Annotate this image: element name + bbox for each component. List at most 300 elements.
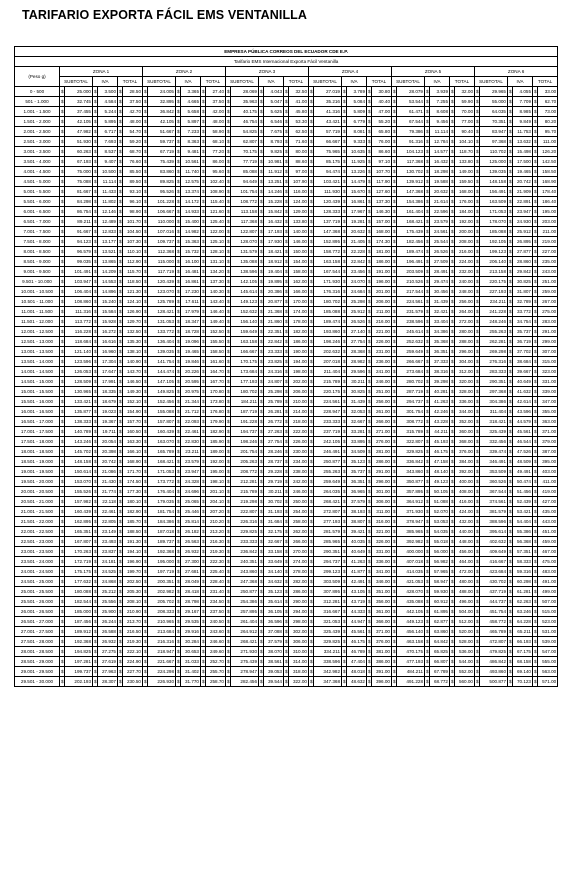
currency-symbol: $ [201, 557, 206, 567]
iva-cell: 20.632 [347, 227, 367, 237]
currency-symbol: $ [475, 267, 480, 277]
total-cell: 189.00 [206, 447, 226, 457]
currency-symbol: $ [284, 197, 289, 207]
iva-cell: 22.093 [181, 417, 201, 427]
iva-cell: 55.018 [430, 537, 450, 547]
currency-symbol: $ [93, 377, 98, 387]
iva-cell: 20.386 [264, 287, 284, 297]
iva-cell: 49.123 [430, 477, 450, 487]
iva-cell: 26.563 [181, 537, 201, 547]
iva-cell: 37.088 [264, 627, 284, 637]
subtotal-cell: 101.491 [65, 267, 93, 277]
currency-symbol: $ [425, 207, 430, 217]
currency-symbol: $ [93, 587, 98, 597]
currency-symbol: $ [201, 627, 206, 637]
table-row [15, 617, 558, 627]
total-cell: 170.80 [206, 387, 226, 397]
currency-symbol: $ [143, 497, 148, 507]
currency-symbol: $ [508, 557, 513, 567]
currency-symbol: $ [392, 457, 397, 467]
iva-cell: 58.333 [513, 557, 533, 567]
total-cell: 152.50 [206, 327, 226, 337]
currency-symbol: $ [93, 547, 98, 557]
currency-symbol: $ [201, 107, 206, 117]
currency-symbol: $ [392, 467, 397, 477]
subtotal-cell: 202.982 [148, 587, 176, 597]
currency-symbol: $ [392, 257, 397, 267]
currency-symbol: $ [533, 427, 538, 437]
total-cell: 392.00 [455, 467, 475, 477]
currency-symbol: $ [118, 137, 123, 147]
iva-cell: 21.860 [264, 317, 284, 327]
currency-symbol: $ [533, 567, 538, 577]
weight-range: 2.001 - 2.500 [15, 127, 60, 137]
subtotal-cell: 75.000 [65, 167, 93, 177]
total-cell: 224.00 [455, 257, 475, 267]
iva-cell: 28.307 [98, 677, 118, 687]
currency-symbol: $ [425, 617, 430, 627]
currency-symbol: $ [425, 197, 430, 207]
currency-symbol: $ [475, 507, 480, 517]
currency-symbol: $ [367, 487, 372, 497]
currency-symbol: $ [201, 367, 206, 377]
subtotal-cell: 161.404 [397, 207, 425, 217]
currency-symbol: $ [201, 647, 206, 657]
iva-cell: 34.140 [264, 567, 284, 577]
currency-symbol: $ [226, 167, 231, 177]
currency-symbol: $ [425, 147, 430, 157]
iva-cell: 40.649 [347, 547, 367, 557]
total-cell: 480.00 [455, 577, 475, 587]
currency-symbol: $ [475, 577, 480, 587]
currency-symbol: $ [309, 537, 314, 547]
table-row [15, 587, 558, 597]
total-cell: 379.00 [538, 437, 558, 447]
currency-symbol: $ [475, 617, 480, 627]
currency-symbol: $ [367, 457, 372, 467]
subcol-header-total: TOTAL [118, 77, 143, 87]
currency-symbol: $ [226, 107, 231, 117]
currency-symbol: $ [201, 207, 206, 217]
currency-symbol: $ [176, 557, 181, 567]
subtotal-cell: 77.719 [231, 157, 259, 167]
iva-cell: 15.400 [181, 217, 201, 227]
currency-symbol: $ [259, 347, 264, 357]
iva-cell: 12.575 [181, 177, 201, 187]
currency-symbol: $ [475, 477, 480, 487]
total-cell: 352.00 [455, 417, 475, 427]
iva-cell: 29.719 [264, 477, 284, 487]
currency-symbol: $ [118, 477, 123, 487]
iva-cell: 54.035 [430, 527, 450, 537]
weight-range: 28.501 - 29.000 [15, 657, 60, 667]
total-cell: 41.00 [289, 97, 309, 107]
subtotal-cell: 303.509 [314, 577, 342, 587]
subtotal-cell: 120.439 [148, 277, 176, 287]
currency-symbol: $ [143, 647, 148, 657]
iva-cell: 23.211 [181, 447, 201, 457]
weight-range: 3.501 - 4.000 [15, 157, 60, 167]
total-cell: 118.70 [455, 147, 475, 157]
iva-cell: 26.772 [264, 417, 284, 427]
iva-cell: 9.456 [430, 117, 450, 127]
weight-range: 10.501 - 11.000 [15, 297, 60, 307]
total-cell: 271.00 [372, 427, 392, 437]
currency-symbol: $ [475, 367, 480, 377]
subtotal-cell: 227.193 [480, 287, 508, 297]
subtotal-cell: 91.316 [397, 137, 425, 147]
iva-cell: 68.772 [430, 677, 450, 687]
currency-symbol: $ [176, 377, 181, 387]
currency-symbol: $ [226, 337, 231, 347]
currency-symbol: $ [425, 327, 430, 337]
currency-symbol: $ [201, 467, 206, 477]
total-cell: 201.00 [372, 287, 392, 297]
table-row [15, 317, 558, 327]
currency-symbol: $ [508, 147, 513, 157]
iva-cell: 21.430 [98, 477, 118, 487]
currency-symbol: $ [367, 607, 372, 617]
total-cell: 174.30 [372, 237, 392, 247]
total-cell: 547.00 [538, 647, 558, 657]
currency-symbol: $ [93, 197, 98, 207]
total-cell: 186.00 [289, 337, 309, 347]
currency-symbol: $ [475, 377, 480, 387]
currency-symbol: $ [118, 507, 123, 517]
currency-symbol: $ [475, 317, 480, 327]
currency-symbol: $ [60, 117, 65, 127]
currency-symbol: $ [284, 107, 289, 117]
total-cell: 68.10 [206, 137, 226, 147]
total-cell: 230.50 [123, 677, 143, 687]
total-cell: 241.00 [372, 367, 392, 377]
iva-cell: 21.712 [181, 407, 201, 417]
table-row [15, 397, 558, 407]
subtotal-cell: 470.175 [397, 647, 425, 657]
total-cell: 178.00 [289, 317, 309, 327]
currency-symbol: $ [143, 167, 148, 177]
currency-symbol: $ [392, 177, 397, 187]
subtotal-cell: 173.772 [148, 477, 176, 487]
currency-symbol: $ [367, 627, 372, 637]
table-row [15, 337, 558, 347]
currency-symbol: $ [392, 237, 397, 247]
total-cell: 216.50 [123, 627, 143, 637]
currency-symbol: $ [284, 187, 289, 197]
currency-symbol: $ [342, 517, 347, 527]
currency-symbol: $ [143, 367, 148, 377]
currency-symbol: $ [342, 277, 347, 287]
currency-symbol: $ [533, 117, 538, 127]
total-cell: 281.00 [372, 447, 392, 457]
total-cell: 282.00 [289, 577, 309, 587]
currency-symbol: $ [60, 437, 65, 447]
currency-symbol: $ [176, 327, 181, 337]
subcol-header-iva: IVA [425, 77, 450, 87]
currency-symbol: $ [309, 437, 314, 447]
subtotal-cell: 171.930 [314, 277, 342, 287]
iva-cell: 37.579 [264, 637, 284, 647]
currency-symbol: $ [143, 537, 148, 547]
iva-cell: 44.211 [430, 427, 450, 437]
currency-symbol: $ [309, 347, 314, 357]
weight-range: 0 - 500 [15, 87, 60, 97]
iva-cell: 8.608 [430, 107, 450, 117]
currency-symbol: $ [176, 247, 181, 257]
table-row [15, 197, 558, 207]
currency-symbol: $ [309, 337, 314, 347]
total-cell: 243.00 [538, 267, 558, 277]
currency-symbol: $ [176, 97, 181, 107]
iva-cell: 25.446 [181, 507, 201, 517]
currency-symbol: $ [60, 377, 65, 387]
iva-cell: 66.807 [430, 657, 450, 667]
weight-range: 26.001 - 26.500 [15, 607, 60, 617]
currency-symbol: $ [533, 627, 538, 637]
currency-symbol: $ [60, 157, 65, 167]
subtotal-cell: 128.509 [65, 377, 93, 387]
total-cell: 314.00 [289, 657, 309, 667]
subtotal-cell: 205.263 [231, 457, 259, 467]
weight-range: 6.501 - 7.000 [15, 217, 60, 227]
currency-symbol: $ [392, 297, 397, 307]
subtotal-cell: 154.386 [397, 197, 425, 207]
total-cell: 381.00 [372, 647, 392, 657]
currency-symbol: $ [342, 377, 347, 387]
currency-symbol: $ [176, 517, 181, 527]
weight-range: 21.501 - 22.000 [15, 517, 60, 527]
currency-symbol: $ [284, 117, 289, 127]
currency-symbol: $ [392, 637, 397, 647]
total-cell: 188.50 [123, 527, 143, 537]
total-cell: 143.70 [123, 367, 143, 377]
currency-symbol: $ [226, 537, 231, 547]
iva-cell: 10.561 [181, 157, 201, 167]
iva-cell: 9.333 [347, 137, 367, 147]
currency-symbol: $ [60, 257, 65, 267]
subtotal-cell: 101.228 [148, 197, 176, 207]
total-cell: 211.00 [372, 307, 392, 317]
currency-symbol: $ [284, 477, 289, 487]
currency-symbol: $ [143, 477, 148, 487]
total-cell: 133.80 [455, 157, 475, 167]
subtotal-cell: 364.912 [397, 497, 425, 507]
subtotal-cell: 160.439 [65, 507, 93, 517]
currency-symbol: $ [93, 607, 98, 617]
weight-range: 29.501 - 30.000 [15, 677, 60, 687]
iva-cell: 20.975 [181, 387, 201, 397]
currency-symbol: $ [201, 267, 206, 277]
currency-symbol: $ [176, 527, 181, 537]
currency-symbol: $ [367, 597, 372, 607]
iva-cell: 12.833 [98, 227, 118, 237]
total-cell: 95.60 [206, 167, 226, 177]
subtotal-cell: 202.632 [314, 347, 342, 357]
total-cell: 181.00 [372, 247, 392, 257]
total-cell: 361.00 [372, 607, 392, 617]
currency-symbol: $ [367, 87, 372, 97]
currency-symbol: $ [226, 657, 231, 667]
currency-symbol: $ [533, 257, 538, 267]
subtotal-cell: 484.211 [397, 667, 425, 677]
subtotal-cell: 245.614 [397, 327, 425, 337]
iva-cell: 30.284 [181, 637, 201, 647]
subtotal-cell: 224.298 [148, 667, 176, 677]
subtotal-cell: 59.737 [148, 137, 176, 147]
iva-cell: 61.895 [430, 607, 450, 617]
currency-symbol: $ [392, 587, 397, 597]
currency-symbol: $ [309, 447, 314, 457]
subtotal-cell: 185.000 [65, 607, 93, 617]
subtotal-cell: 458.772 [480, 617, 508, 627]
currency-symbol: $ [201, 187, 206, 197]
iva-cell: 5.047 [264, 97, 284, 107]
iva-cell: 56.982 [430, 557, 450, 567]
currency-symbol: $ [176, 507, 181, 517]
total-cell: 129.00 [289, 207, 309, 217]
total-cell: 47.00 [372, 107, 392, 117]
currency-symbol: $ [284, 467, 289, 477]
currency-symbol: $ [284, 417, 289, 427]
iva-cell: 38.193 [347, 507, 367, 517]
currency-symbol: $ [118, 267, 123, 277]
iva-cell: 31.439 [430, 297, 450, 307]
currency-symbol: $ [309, 117, 314, 127]
currency-symbol: $ [309, 157, 314, 167]
iva-cell: 22.830 [181, 437, 201, 447]
total-cell: 341.00 [372, 567, 392, 577]
total-cell: 146.50 [123, 377, 143, 387]
weight-range: 4.001 - 4.500 [15, 167, 60, 177]
table-row [15, 287, 558, 297]
iva-cell: 39.667 [513, 367, 533, 377]
currency-symbol: $ [342, 637, 347, 647]
subtotal-cell: 322.807 [397, 437, 425, 447]
currency-symbol: $ [342, 617, 347, 627]
currency-symbol: $ [60, 427, 65, 437]
currency-symbol: $ [392, 337, 397, 347]
currency-symbol: $ [309, 107, 314, 117]
subtotal-cell: 248.246 [480, 317, 508, 327]
currency-symbol: $ [508, 457, 513, 467]
iva-cell: 23.456 [347, 267, 367, 277]
currency-symbol: $ [367, 257, 372, 267]
subtotal-cell: 37.455 [65, 107, 93, 117]
currency-symbol: $ [226, 547, 231, 557]
currency-symbol: $ [533, 517, 538, 527]
currency-symbol: $ [143, 187, 148, 197]
subcol-header-iva: IVA [93, 77, 118, 87]
currency-symbol: $ [93, 667, 98, 677]
iva-cell: 17.611 [181, 297, 201, 307]
currency-symbol: $ [93, 387, 98, 397]
currency-symbol: $ [309, 167, 314, 177]
iva-cell: 7.255 [430, 97, 450, 107]
subtotal-cell: 371.930 [397, 507, 425, 517]
currency-symbol: $ [425, 97, 430, 107]
iva-cell: 28.049 [181, 577, 201, 587]
subtotal-cell: 213.684 [148, 627, 176, 637]
currency-symbol: $ [508, 527, 513, 537]
subtotal-cell: 147.105 [148, 377, 176, 387]
total-cell: 146.40 [206, 307, 226, 317]
currency-symbol: $ [392, 437, 397, 447]
currency-symbol: $ [226, 97, 231, 107]
currency-symbol: $ [425, 537, 430, 547]
iva-cell: 8.537 [98, 147, 118, 157]
currency-symbol: $ [143, 437, 148, 447]
currency-symbol: $ [425, 457, 430, 467]
subtotal-cell: 42.105 [65, 117, 93, 127]
subtotal-cell: 157.807 [148, 417, 176, 427]
currency-symbol: $ [392, 577, 397, 587]
total-cell: 240.50 [206, 617, 226, 627]
currency-symbol: $ [508, 97, 513, 107]
rate-table-body [15, 87, 558, 687]
total-cell: 226.00 [372, 337, 392, 347]
iva-cell: 15.228 [264, 197, 284, 207]
currency-symbol: $ [342, 587, 347, 597]
currency-symbol: $ [367, 387, 372, 397]
total-cell: 200.00 [455, 227, 475, 237]
currency-symbol: $ [450, 617, 455, 627]
weight-range: 12.001 - 12.500 [15, 327, 60, 337]
iva-cell: 22.228 [347, 247, 367, 257]
total-cell: 205.30 [123, 587, 143, 597]
weight-range: 9.001 - 9.500 [15, 267, 60, 277]
currency-symbol: $ [143, 137, 148, 147]
iva-cell: 6.717 [98, 127, 118, 137]
currency-symbol: $ [226, 177, 231, 187]
iva-cell: 5.897 [181, 117, 201, 127]
currency-symbol: $ [450, 407, 455, 417]
iva-cell: 55.386 [513, 527, 533, 537]
currency-symbol: $ [201, 477, 206, 487]
currency-symbol: $ [176, 547, 181, 557]
total-cell: 154.00 [289, 257, 309, 267]
subtotal-cell: 240.351 [231, 557, 259, 567]
total-cell: 262.00 [289, 527, 309, 537]
total-cell: 255.70 [206, 667, 226, 677]
currency-symbol: $ [508, 137, 513, 147]
total-cell: 70.00 [455, 107, 475, 117]
subtotal-cell: 346.491 [480, 457, 508, 467]
currency-symbol: $ [508, 337, 513, 347]
total-cell: 118.50 [123, 277, 143, 287]
subtotal-cell: 191.228 [231, 417, 259, 427]
currency-symbol: $ [201, 437, 206, 447]
total-cell: 125.10 [206, 237, 226, 247]
currency-symbol: $ [259, 237, 264, 247]
iva-cell: 27.877 [513, 247, 533, 257]
subtotal-cell: 196.491 [397, 257, 425, 267]
subtotal-cell: 167.807 [65, 537, 93, 547]
subtotal-cell: 378.947 [397, 517, 425, 527]
currency-symbol: $ [309, 597, 314, 607]
iva-cell: 42.614 [513, 397, 533, 407]
currency-symbol: $ [176, 397, 181, 407]
subtotal-cell: 138.333 [65, 417, 93, 427]
iva-cell: 16.272 [98, 327, 118, 337]
currency-symbol: $ [176, 357, 181, 367]
subtotal-cell: 35.216 [314, 97, 342, 107]
subtotal-cell: 61.471 [397, 107, 425, 117]
total-cell: 192.00 [206, 457, 226, 467]
currency-symbol: $ [201, 387, 206, 397]
table-row [15, 247, 558, 257]
currency-symbol: $ [367, 287, 372, 297]
subtotal-cell: 171.053 [148, 467, 176, 477]
